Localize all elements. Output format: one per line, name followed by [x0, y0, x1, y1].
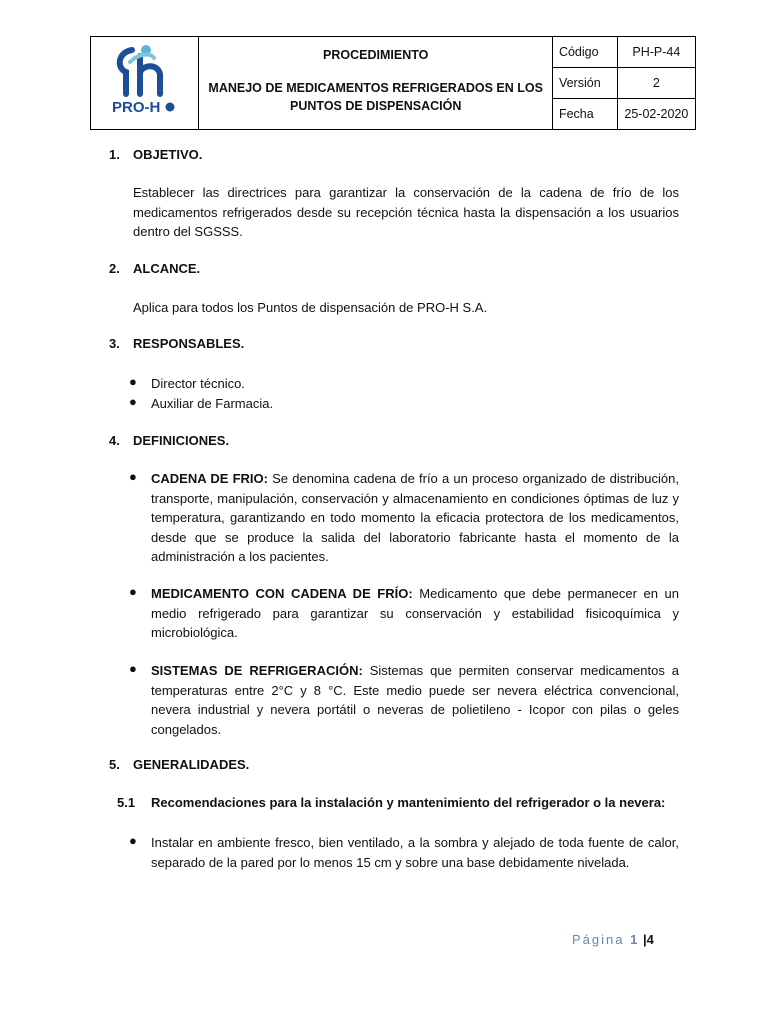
- definition-cadena-de-frio: CADENA DE FRIO: Se denomina cadena de frío a un proceso organizado de distribución, transporte, manipulación, conservación y almacenamiento en condiciones óptimas de luz y temperatura, garantizando en todo momento la eficacia protectora de los medicamentos, desde que se produce la salida del laboratorio fabricante hasta el momento de la administración a los pacientes.: [151, 471, 679, 564]
- codigo-value: PH-P-44: [617, 37, 695, 68]
- definition-medicamento-cadena-frio: MEDICAMENTO CON CADENA DE FRÍO: Medicamento que debe permanecer en un medio refrigerado para garantizar su conservación y estabilidad fisicoquímica y microbiológica.: [151, 586, 680, 640]
- procedure-label: PROCEDIMIENTO: [323, 48, 429, 62]
- version-value: 2: [617, 68, 695, 99]
- section-2-heading: 2. ALCANCE.: [109, 261, 201, 276]
- section-5-1-heading: 5.1 Recomendaciones para la instalación y mantenimiento del refrigerador o la nevera:: [117, 795, 666, 810]
- document-title: MANEJO DE MEDICAMENTOS REFRIGERADOS EN LOS PUNTOS DE DISPENSACIÓN: [208, 81, 543, 113]
- section-2-text: Aplica para todos los Puntos de dispensación de PRO-H S.A.: [133, 300, 488, 315]
- page-footer: Página 1 |4: [572, 932, 654, 947]
- bullet-icon: ●: [129, 584, 137, 599]
- section-1-text: Establecer las directrices para garantizar la conservación de la cadena de frío de los medicamentos refrigerados desde su recepción técnica hasta la dispensación a los usuarios dentro del SGSSS.: [133, 185, 679, 239]
- bullet-icon: ●: [129, 661, 137, 676]
- pro-h-logo-icon: [110, 42, 180, 120]
- bullet-icon: ●: [129, 374, 137, 389]
- responsable-item: Auxiliar de Farmacia.: [151, 396, 274, 411]
- section-3-heading: 3. RESPONSABLES.: [109, 336, 245, 351]
- section-5-heading: 5. GENERALIDADES.: [109, 757, 250, 772]
- codigo-label: Código: [552, 37, 617, 68]
- bullet-icon: ●: [129, 469, 137, 484]
- title-cell: [199, 37, 553, 130]
- version-label: Versión: [552, 68, 617, 99]
- logo-cell: [91, 37, 199, 130]
- document-header: [90, 36, 696, 130]
- recommendation-item: Instalar en ambiente fresco, bien ventilado, a la sombra y alejado de toda fuente de calor, separado de la pared por lo menos 15 cm y sobre una base debidamente nivelada.: [151, 835, 679, 870]
- responsable-item: Director técnico.: [151, 376, 245, 391]
- definition-sistemas-refrigeracion: SISTEMAS DE REFRIGERACIÓN: Sistemas que permiten conservar medicamentos a temperaturas entre 2°C y 8 °C. Este medio puede ser nevera eléctrica convencional, nevera industrial y nevera portátil o neveras de polietileno - Icopor con pilas o geles congelados.: [151, 663, 679, 737]
- section-1-heading: 1. OBJETIVO.: [109, 147, 203, 162]
- svg-text:PRO-H: PRO-H: [111, 98, 161, 116]
- section-4-heading: 4. DEFINICIONES.: [109, 433, 230, 448]
- fecha-label: Fecha: [552, 99, 617, 130]
- bullet-icon: ●: [129, 833, 137, 848]
- fecha-value: 25-02-2020: [617, 99, 695, 130]
- bullet-icon: ●: [129, 394, 137, 409]
